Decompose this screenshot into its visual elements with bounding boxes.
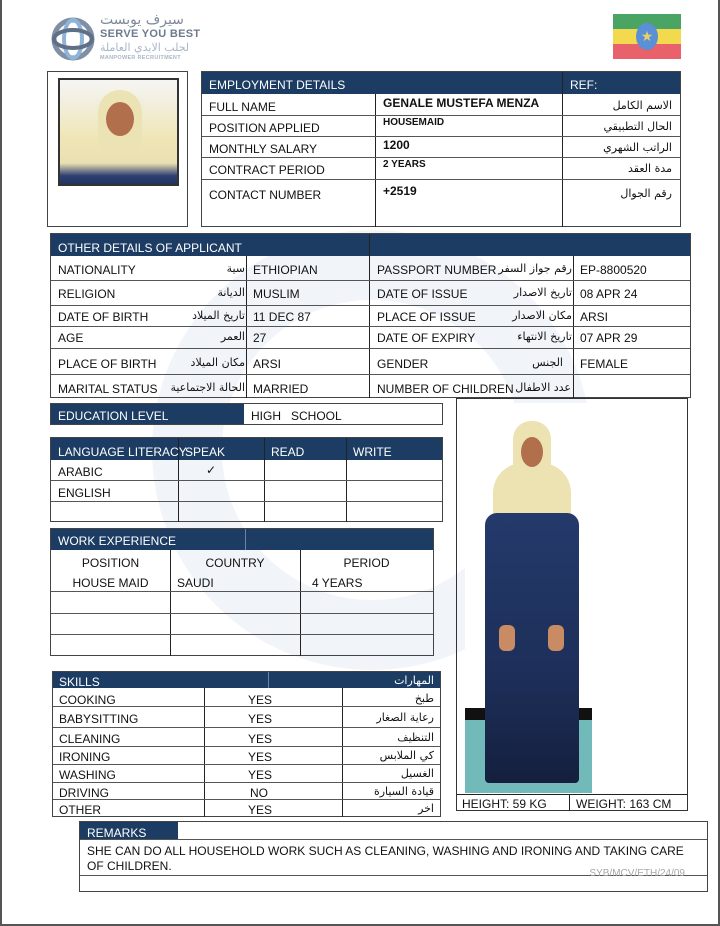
contact-number-label: CONTACT NUMBER [209,188,322,202]
skill-driving-label: DRIVING [59,786,110,800]
date-of-issue-value: 08 APR 24 [580,287,638,301]
skills-title: SKILLS [59,675,100,689]
work-header-position: POSITION [81,556,140,570]
language-english-label: ENGLISH [58,486,111,500]
full-name-label: FULL NAME [209,100,276,114]
logo-english-name: SERVE YOU BEST [100,28,201,40]
company-logo [50,12,230,68]
logo-english-tagline: MANPOWER RECRUITMENT [100,55,181,61]
full-body-photo [465,403,592,793]
date-of-expiry-value: 07 APR 29 [580,331,638,345]
height-value: HEIGHT: 59 KG [462,797,547,811]
work-row-country: SAUDI [177,576,214,590]
skill-cleaning-label: CLEANING [59,732,121,746]
skill-washing-label: WASHING [59,768,116,782]
language-section [50,437,443,522]
document-code: SYB/MCV/ETH/24/09 [589,868,685,879]
passport-photo [58,78,179,186]
place-of-birth-arabic: مكان الميلاد [190,356,245,369]
skill-washing-value: YES [248,768,273,782]
language-header-speak: SPEAK [185,445,226,459]
gender-arabic: الجنس [532,356,563,369]
position-applied-value: HOUSEMAID [383,117,445,128]
gender-value: FEMALE [580,357,629,371]
monthly-salary-arabic: الراتب الشهري [603,141,672,154]
skill-cooking-label: COOKING [59,693,116,707]
work-row-period: 4 YEARS [312,576,363,590]
weight-value: WEIGHT: 163 CM [576,797,672,811]
skills-section [52,671,441,817]
language-header-read: READ [271,445,305,459]
place-of-birth-value: ARSI [253,357,282,371]
skill-cooking-value: YES [248,693,273,707]
education-section [50,403,443,425]
skill-driving-value: NO [250,786,268,800]
remarks-title: REMARKS [87,826,147,840]
marital-status-value: MARRIED [253,382,309,396]
marital-status-label: MARITAL STATUS [58,382,158,396]
number-of-children-arabic: عدد الاطفال [515,381,571,394]
nationality-label: NATIONALITY [58,263,136,277]
language-header-literacy: LANGUAGE LITERACY [58,445,187,459]
date-of-issue-label: DATE OF ISSUE [377,287,468,301]
age-value: 27 [253,331,267,345]
full-body-photo-frame [456,398,688,811]
marital-status-arabic: الحالة الاجتماعية [170,381,245,394]
logo-arabic-tagline: لجلب الايدي العاملة [100,41,190,54]
contract-period-arabic: مدة العقد [628,162,672,175]
skill-ironing-arabic: كي الملابس [379,749,434,762]
other-details-section [50,233,691,398]
skill-cleaning-value: YES [248,732,273,746]
date-of-issue-arabic: تاريخ الاصدار [513,286,572,299]
skill-ironing-label: IRONING [59,750,111,764]
other-details-title: OTHER DETAILS OF APPLICANT [58,241,242,255]
work-header-country: COUNTRY [205,556,265,570]
number-of-children-label: NUMBER OF CHILDREN [377,382,514,396]
logo-arabic-name: سيرف يوبست [100,12,184,28]
contract-period-label: CONTRACT PERIOD [209,163,325,177]
full-name-arabic: الاسم الكامل [612,99,672,112]
education-value: HIGH SCHOOL [251,409,342,423]
interlocking-rings-logo-icon [50,14,96,64]
work-header-period: PERIOD [343,556,390,570]
skill-cleaning-arabic: التنظيف [397,731,434,744]
ref-label: REF: [570,78,598,92]
monthly-salary-value: 1200 [383,138,410,152]
skill-other-arabic: اخر [418,802,434,815]
work-experience-title: WORK EXPERIENCE [58,534,177,548]
contact-number-arabic: رقم الجوال [620,187,672,200]
language-header-write: WRITE [353,445,392,459]
skill-babysitting-arabic: رعاية الصغار [376,711,434,724]
skill-cooking-arabic: طبخ [414,692,434,705]
religion-value: MUSLIM [253,287,300,301]
skill-washing-arabic: الغسيل [400,767,434,780]
remarks-text: SHE CAN DO ALL HOUSEHOLD WORK SUCH AS CLEANING, WASHING AND IRONING AND TAKING CARE OF CHILDREN. [87,844,684,873]
skill-babysitting-label: BABYSITTING [59,712,139,726]
full-name-value: GENALE MUSTEFA MENZA [383,96,540,110]
date-of-expiry-label: DATE OF EXPIRY [377,331,476,345]
place-of-issue-label: PLACE OF ISSUE [377,310,476,324]
contact-number-value: +2519 [383,184,417,198]
religion-arabic: الديانة [217,286,245,299]
ethiopia-flag-icon: ★ [613,14,681,59]
remarks-section [79,821,708,892]
date-of-birth-label: DATE OF BIRTH [58,310,149,324]
contract-period-value: 2 YEARS [383,159,426,170]
skill-other-value: YES [248,803,273,817]
skills-title-arabic: المهارات [394,674,434,687]
check-icon: ✓ [206,463,217,477]
religion-label: RELIGION [58,287,116,301]
skill-other-label: OTHER [59,803,101,817]
gender-label: GENDER [377,357,429,371]
position-applied-arabic: الحال التطبيقي [603,120,672,133]
passport-number-value: EP-8800520 [580,263,647,277]
work-experience-section [50,528,434,656]
nationality-arabic: سية [226,262,245,275]
place-of-issue-arabic: مكان الاصدار [512,309,572,322]
employment-details-title: EMPLOYMENT DETAILS [209,78,346,92]
date-of-birth-arabic: تاريخ الميلاد [192,309,245,322]
employment-details-section [201,71,681,227]
passport-number-arabic: رقم جواز السفر [498,262,572,275]
work-row-position: HOUSE MAID [72,576,149,590]
photo-frame [47,71,188,227]
place-of-birth-label: PLACE OF BIRTH [58,357,157,371]
age-label: AGE [58,331,84,345]
position-applied-label: POSITION APPLIED [209,121,320,135]
date-of-expiry-arabic: تاريخ الانتهاء [517,330,572,343]
skill-babysitting-value: YES [248,712,273,726]
skill-driving-arabic: قيادة السيارة [373,785,434,798]
nationality-value: ETHIOPIAN [253,263,318,277]
date-of-birth-value: 11 DEC 87 [253,310,311,324]
language-arabic-label: ARABIC [58,465,103,479]
age-arabic: العمر [220,330,245,343]
education-label: EDUCATION LEVEL [58,409,169,423]
passport-number-label: PASSPORT NUMBER [377,263,497,277]
monthly-salary-label: MONTHLY SALARY [209,142,318,156]
place-of-issue-value: ARSI [580,310,609,324]
skill-ironing-value: YES [248,750,273,764]
